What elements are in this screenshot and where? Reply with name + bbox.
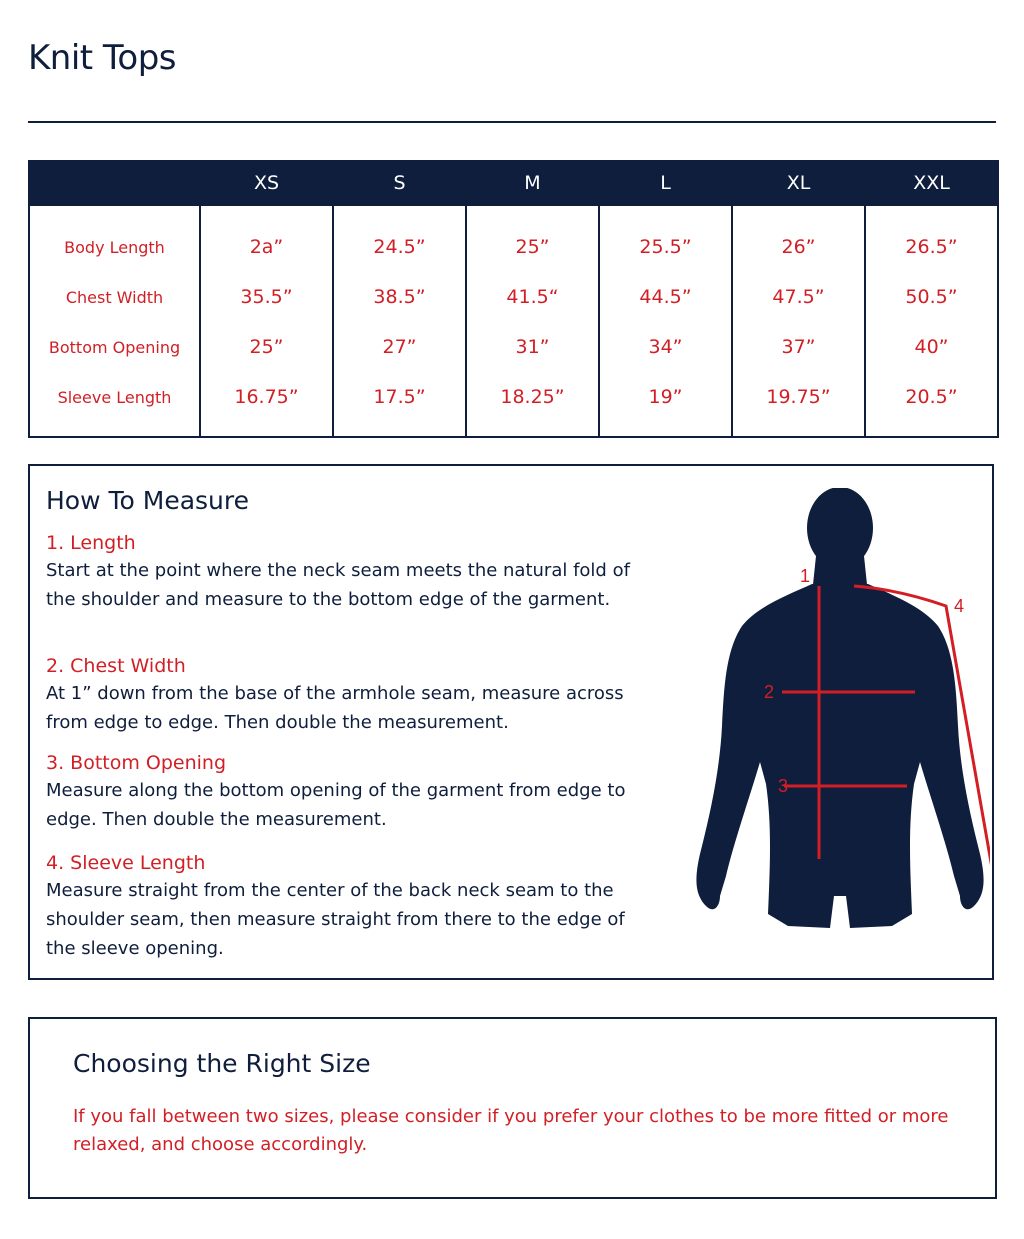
table-cell: 47.5” [732, 272, 865, 322]
table-cell: 26” [732, 206, 865, 272]
table-cell: 37” [732, 322, 865, 372]
table-row [29, 272, 998, 322]
table-cell: 25.5” [599, 206, 732, 272]
title-divider [28, 121, 996, 123]
measure-item-bottom-opening [46, 750, 646, 834]
body-measurement-figure [690, 488, 990, 958]
table-cell: 17.5” [333, 372, 466, 437]
measure-item-text: Measure along the bottom opening of the garment from edge to edge. Then double the measurement. [46, 780, 626, 830]
how-to-measure-panel [28, 464, 994, 980]
table-cell: 40” [865, 322, 998, 372]
table-cell: 27” [333, 322, 466, 372]
table-cell: 38.5” [333, 272, 466, 322]
torso-silhouette-icon [696, 488, 983, 928]
marker-3: 3 [778, 776, 789, 796]
table-row [29, 372, 998, 437]
table-cell: 16.75” [200, 372, 333, 437]
marker-1: 1 [800, 566, 811, 586]
table-cell: 44.5” [599, 272, 732, 322]
table-cell: 20.5” [865, 372, 998, 437]
size-chart-table [28, 160, 999, 438]
table-cell: 41.5“ [466, 272, 599, 322]
size-header-xxl: XXL [865, 160, 998, 206]
measure-item-sleeve-length [46, 850, 646, 963]
measure-item-text: At 1” down from the base of the armhole seam, measure across from edge to edge. Then double the measurement. [46, 683, 624, 733]
table-cell: 24.5” [333, 206, 466, 272]
row-label: Bottom Opening [29, 322, 200, 372]
how-to-measure-heading: How To Measure [46, 486, 250, 515]
measure-item-text: Start at the point where the neck seam meets the natural fold of the shoulder and measure to the bottom edge of the garment. [46, 560, 630, 610]
table-cell: 50.5” [865, 272, 998, 322]
table-cell: 35.5” [200, 272, 333, 322]
choosing-size-panel [28, 1017, 997, 1199]
measure-item-label: 4. Sleeve Length [46, 852, 206, 874]
measure-item-chest-width [46, 653, 646, 737]
measure-item-text: Measure straight from the center of the back neck seam to the shoulder seam, then measure straight from there to the edge of the sleeve opening. [46, 880, 625, 959]
measure-item-label: 2. Chest Width [46, 655, 186, 677]
choosing-size-heading: Choosing the Right Size [73, 1049, 371, 1078]
table-cell: 19” [599, 372, 732, 437]
measure-item-label: 1. Length [46, 532, 136, 554]
row-label: Sleeve Length [29, 372, 200, 437]
table-cell: 2a” [200, 206, 333, 272]
row-label: Body Length [29, 206, 200, 272]
header-empty-cell [29, 160, 200, 206]
measure-item-label: 3. Bottom Opening [46, 752, 227, 774]
measure-item-length [46, 530, 646, 614]
size-header-s: S [333, 160, 466, 206]
page-title: Knit Tops [28, 38, 177, 78]
size-header-xs: XS [200, 160, 333, 206]
choosing-size-text: If you fall between two sizes, please consider if you prefer your clothes to be more fitted or more relaxed, and choose accordingly. [73, 1106, 949, 1155]
size-header-xl: XL [732, 160, 865, 206]
size-header-row [29, 160, 998, 206]
size-header-l: L [599, 160, 732, 206]
table-cell: 19.75” [732, 372, 865, 437]
table-row [29, 322, 998, 372]
table-cell: 26.5” [865, 206, 998, 272]
size-header-m: M [466, 160, 599, 206]
marker-4: 4 [954, 596, 965, 616]
table-row [29, 206, 998, 272]
table-cell: 25” [466, 206, 599, 272]
marker-2: 2 [764, 682, 775, 702]
table-cell: 25” [200, 322, 333, 372]
row-label: Chest Width [29, 272, 200, 322]
table-cell: 18.25” [466, 372, 599, 437]
table-cell: 31” [466, 322, 599, 372]
table-cell: 34” [599, 322, 732, 372]
